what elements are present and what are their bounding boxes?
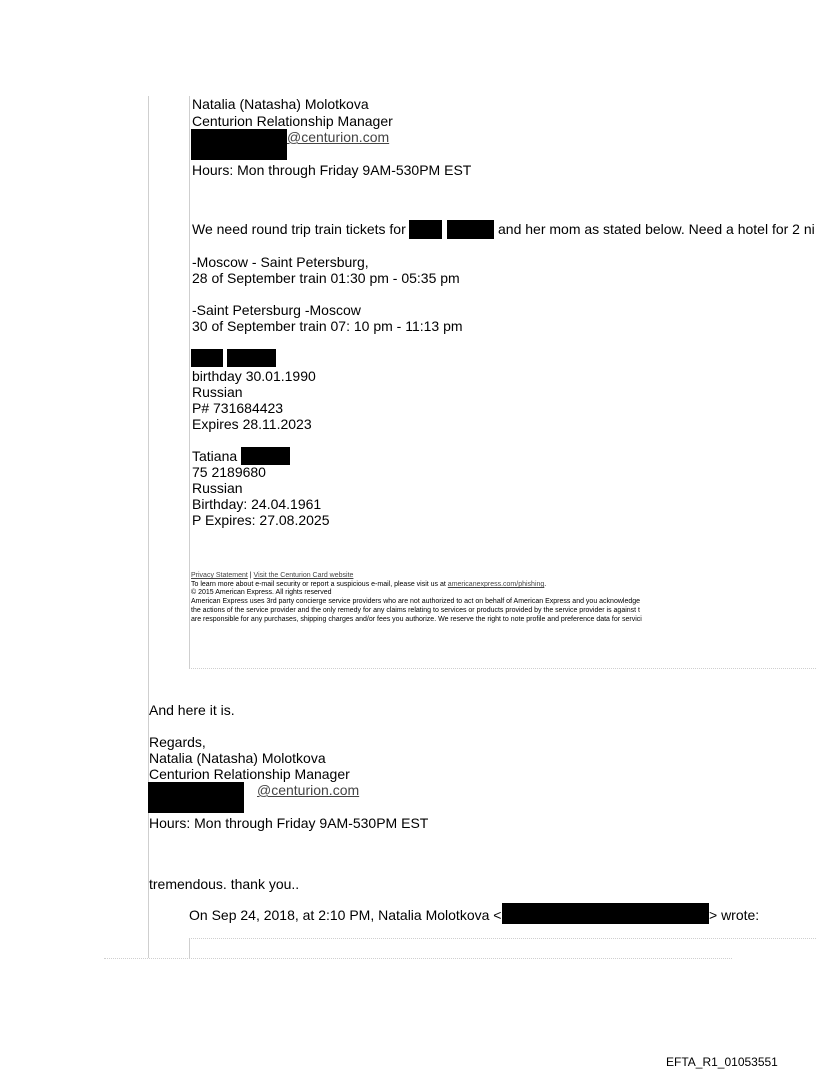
outer-signature-email[interactable]: @centurion.com — [257, 782, 360, 798]
outer-regards: Regards, — [149, 734, 206, 750]
centurion-card-website-link[interactable]: Visit the Centurion Card website — [253, 572, 354, 579]
quote-header-prefix: On Sep 24, 2018, at 2:10 PM, Natalia Molotkova < — [189, 907, 502, 923]
inner-hours: Hours: Mon through Friday 9AM-530PM EST — [192, 162, 472, 178]
outer-signature-title: Centurion Relationship Manager — [149, 766, 350, 782]
passenger-2-expires: P Expires: 27.08.2025 — [192, 512, 330, 528]
inner-quote-bottom-border — [189, 668, 816, 669]
redaction-block — [241, 447, 290, 465]
leg-2-route: -Saint Petersburg -Moscow — [192, 302, 361, 318]
document-id: EFTA_R1_01053551 — [666, 1055, 778, 1069]
inner-quote-border — [189, 96, 190, 668]
passenger-1-nationality: Russian — [192, 384, 243, 400]
disclaimer-line-3: are responsible for any purchases, shipping charges and/or fees you authorize. We reserve the right to note profile and preference data for servici — [191, 616, 642, 623]
request-text-suffix: and her mom as stated below. Need a hotel for 2 ni — [498, 221, 815, 237]
redaction-block — [409, 220, 442, 239]
quote-header-suffix: > wrote: — [709, 907, 760, 923]
outer-signature-name: Natalia (Natasha) Molotkova — [149, 750, 326, 766]
passenger-2-passport: 75 2189680 — [192, 464, 266, 480]
redaction-block — [191, 349, 223, 367]
passenger-2-nationality: Russian — [192, 480, 243, 496]
nested-quote-top-border — [189, 938, 816, 939]
leg-1-route: -Moscow - Saint Petersburg, — [192, 254, 369, 270]
privacy-statement-link[interactable]: Privacy Statement — [191, 572, 248, 579]
redaction-block — [148, 782, 244, 813]
message-body: tremendous. thank you.. — [149, 876, 300, 892]
redaction-block — [447, 220, 494, 239]
nested-quote-border — [189, 938, 190, 958]
disclaimer-line-1: American Express uses 3rd party concierge service providers who are not authorized to act on behalf of American Express and you acknowledge — [191, 598, 641, 605]
reply-text: And here it is. — [149, 702, 235, 718]
leg-2-time: 30 of September train 07: 10 pm - 11:13 pm — [192, 318, 463, 334]
page-bottom-border — [104, 958, 732, 959]
passenger-1-birthday: birthday 30.01.1990 — [192, 368, 316, 384]
copyright-notice: © 2015 American Express. All rights reserved — [191, 589, 332, 596]
inner-signature-name: Natalia (Natasha) Molotkova — [192, 96, 369, 112]
redaction-block — [191, 129, 287, 160]
phishing-notice-text: To learn more about e-mail security or report a suspicious e-mail, please visit us at — [191, 581, 446, 588]
passenger-1-expires: Expires 28.11.2023 — [192, 416, 312, 432]
request-text-prefix: We need round trip train tickets for — [192, 221, 406, 237]
inner-signature-email[interactable]: @centurion.com — [287, 129, 390, 145]
passenger-1-passport: P# 731684423 — [192, 400, 284, 416]
redaction-block — [227, 349, 276, 367]
footer-links — [191, 572, 353, 581]
phishing-link[interactable]: americanexpress.com/phishing — [447, 581, 545, 588]
passenger-2-birthday: Birthday: 24.04.1961 — [192, 496, 322, 512]
footer-separator: | — [249, 572, 252, 579]
inner-signature-title: Centurion Relationship Manager — [192, 113, 393, 129]
phishing-notice-period: . — [544, 581, 547, 588]
passenger-2-first-name: Tatiana — [192, 448, 238, 464]
outer-hours: Hours: Mon through Friday 9AM-530PM EST — [149, 815, 429, 831]
leg-1-time: 28 of September train 01:30 pm - 05:35 pm — [192, 270, 460, 286]
disclaimer-line-2: the actions of the service provider and the only remedy for any claims relating to services or products provided by the service provider is against t — [191, 607, 640, 614]
redaction-block — [502, 903, 709, 924]
